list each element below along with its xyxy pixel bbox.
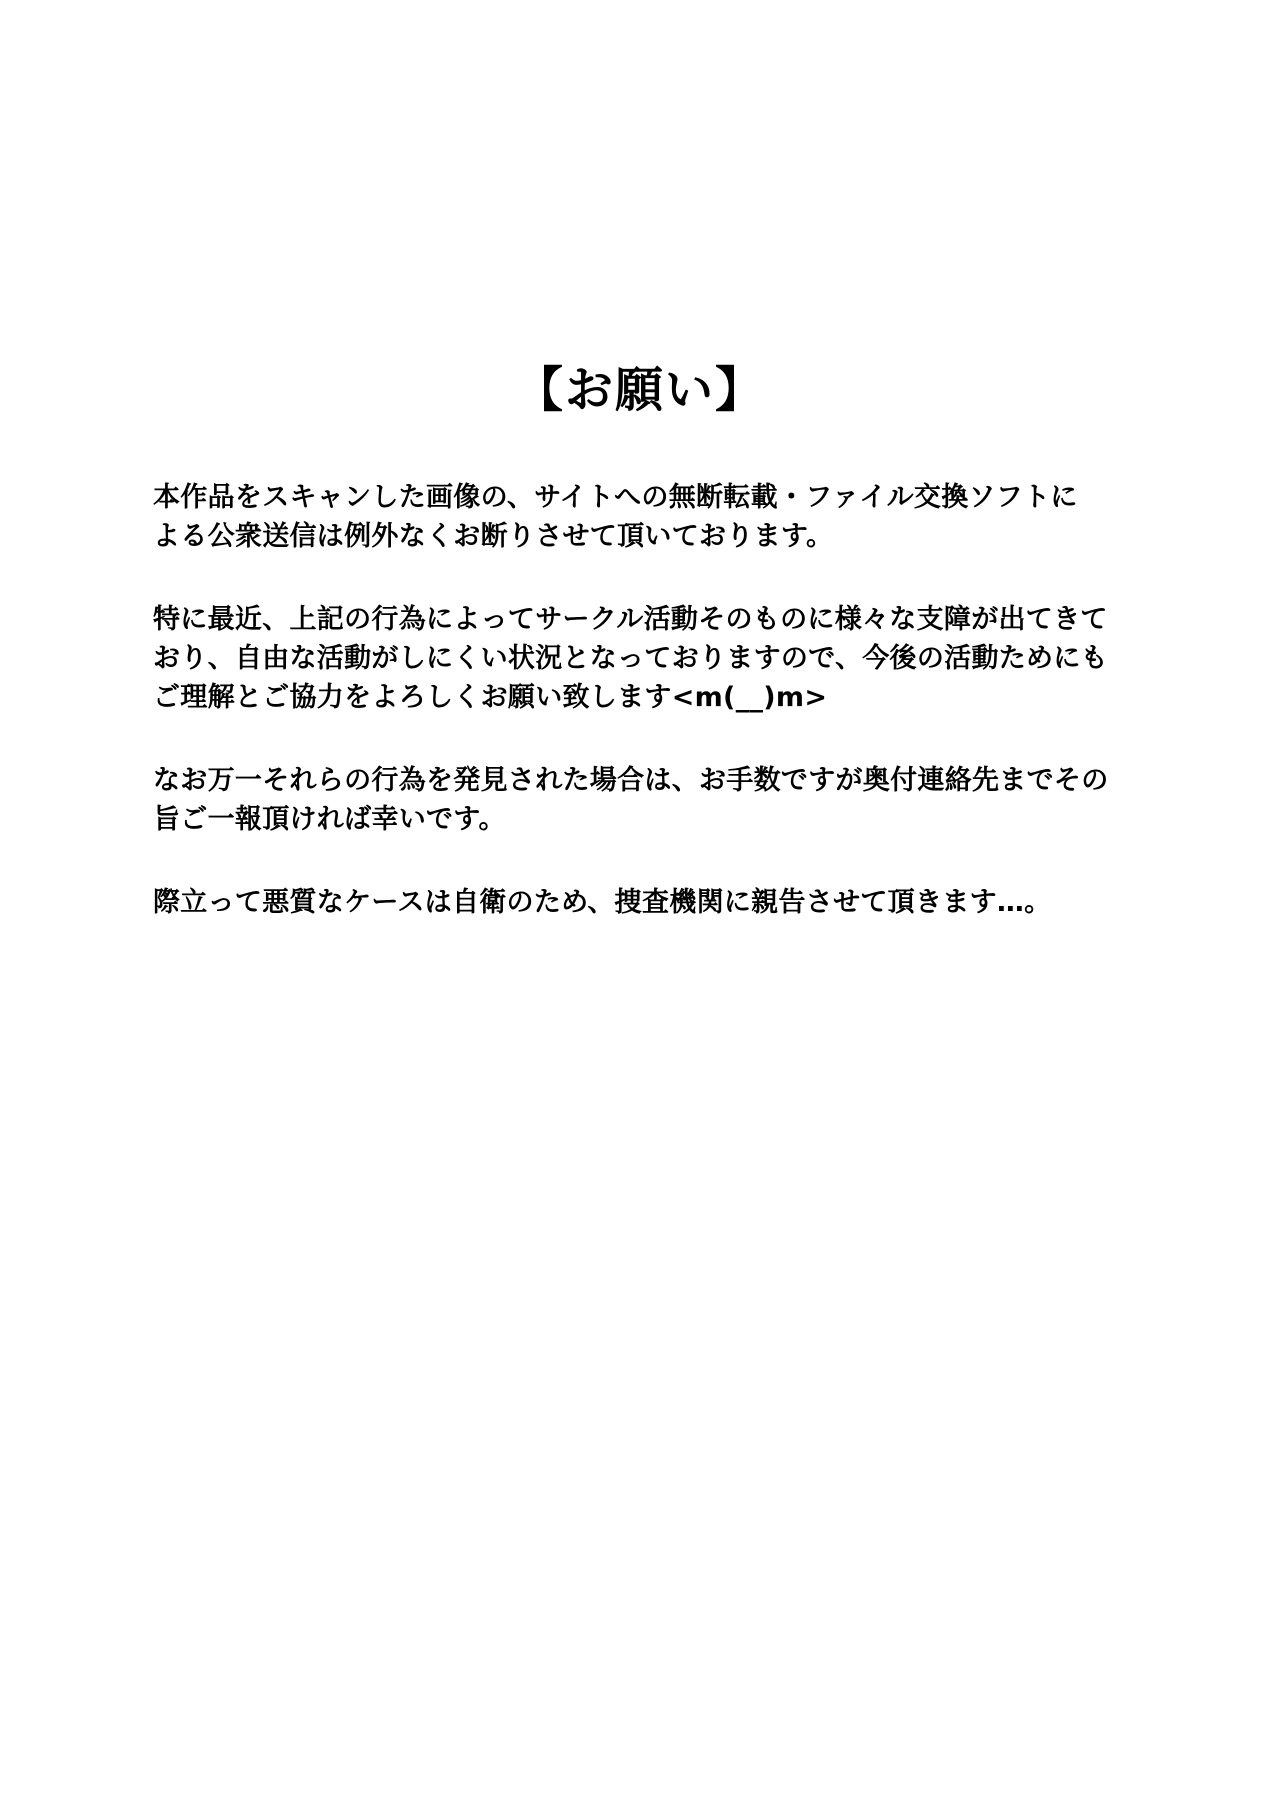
- text-line: 本作品をスキャンした画像の、サイトへの無断転載・ファイル交換ソフトに: [153, 482, 1078, 513]
- text-line: 特に最近、上記の行為によってサークル活動そのものに様々な支障が出てきて: [153, 604, 1108, 635]
- paragraph-legal-action: [153, 883, 1153, 922]
- text-line: ご理解とご協力をよろしくお願い致します<m(__)m>: [153, 682, 828, 713]
- notice-body: [153, 478, 1153, 966]
- paragraph-scan-prohibition: [153, 478, 1153, 556]
- text-line: よる公衆送信は例外なくお断りさせて頂いております。: [153, 521, 834, 552]
- paragraph-report-request: [153, 761, 1153, 839]
- text-line: 際立って悪質なケースは自衛のため、捜査機関に親告させて頂きます…。: [153, 887, 1052, 918]
- text-line: なお万一それらの行為を発見された場合は、お手数ですが奥付連絡先までその: [153, 765, 1109, 796]
- paragraph-circle-activity: [153, 600, 1153, 717]
- text-line: おり、自由な活動がしにくい状況となっておりますので、今後の活動ためにも: [153, 643, 1108, 674]
- text-line: 旨ご一報頂ければ幸いです。: [153, 804, 506, 835]
- page-title: 【お願い】: [514, 362, 765, 418]
